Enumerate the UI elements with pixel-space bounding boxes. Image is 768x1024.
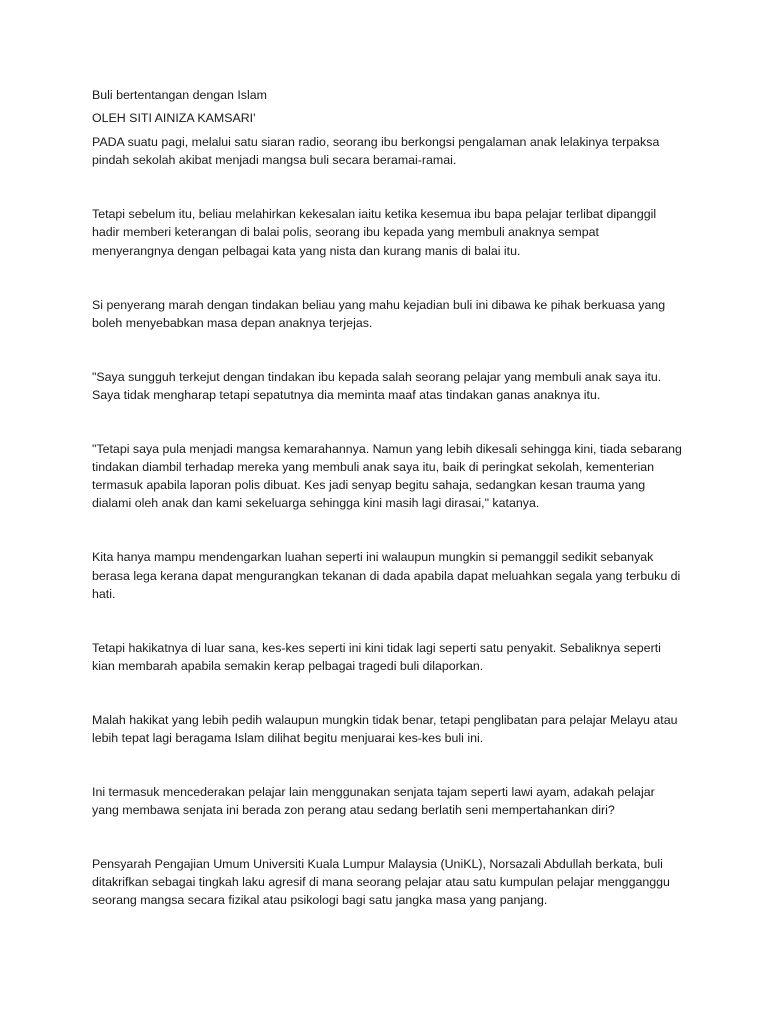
paragraph-6: Kita hanya mampu mendengarkan luahan seperti ini walaupun mungkin si pemanggil sedikit sebanyak berasa lega kerana dapat mengurangkan tekanan di dada apabila dapat meluahkan segala yang terbuku di hati. <box>92 550 681 601</box>
paragraph-3: Si penyerang marah dengan tindakan beliau yang mahu kejadian buli ini dibawa ke pihak berkuasa yang boleh menyebabkan masa depan anaknya terjejas. <box>92 297 666 330</box>
paragraph-7: Tetapi hakikatnya di luar sana, kes-kes seperti ini kini tidak lagi seperti satu penyakit. Sebaliknya seperti kian membarah apabila semakin kerap pelbagai tragedi buli dilaporkan. <box>92 640 661 673</box>
paragraph-9: Ini termasuk mencederakan pelajar lain menggunakan senjata tajam seperti lawi ayam, adakah pelajar yang membawa senjata ini berada zon perang atau sedang berlatih seni mempertahankan diri? <box>92 785 655 818</box>
document-body <box>92 86 682 910</box>
paragraph-2: Tetapi sebelum itu, beliau melahirkan kekesalan iaitu ketika kesemua ibu bapa pelajar terlibat dipanggil hadir memberi keterangan di balai polis, seorang ibu kepada yang membuli anaknya sempat menyerangnya dengan pelbagai kata yang nista dan kurang manis di balai itu. <box>92 207 657 258</box>
paragraph-4: "Saya sungguh terkejut dengan tindakan ibu kepada salah seorang pelajar yang membuli anak saya itu. Saya tidak mengharap tetapi sepatutnya dia meminta maaf atas tindakan ganas anaknya itu. <box>92 369 662 402</box>
article-byline: OLEH SITI AINIZA KAMSARI' <box>92 111 256 126</box>
paragraph-10: Pensyarah Pengajian Umum Universiti Kuala Lumpur Malaysia (UniKL), Norsazali Abdullah berkata, buli ditakrifkan sebagai tingkah laku agresif di mana seorang pelajar atau satu kumpulan pelajar mengganggu seorang mangsa secara fizikal atau psikologi bagi satu jangka masa yang panjang. <box>92 857 670 908</box>
paragraph-1: PADA suatu pagi, melalui satu siaran radio, seorang ibu berkongsi pengalaman anak lelakinya terpaksa pindah sekolah akibat menjadi mangsa buli secara beramai-ramai. <box>92 135 660 168</box>
paragraph-8: Malah hakikat yang lebih pedih walaupun mungkin tidak benar, tetapi penglibatan para pelajar Melayu atau lebih tepat lagi beragama Islam dilihat begitu menjuarai kes-kes buli ini. <box>92 712 678 745</box>
article-title: Buli bertentangan dengan Islam <box>92 88 267 102</box>
paragraph-5: "Tetapi saya pula menjadi mangsa kemarahannya. Namun yang lebih dikesali sehingga kini, tiada sebarang tindakan diambil terhadap mereka yang membuli anak saya itu, baik di peringkat sekolah, kementerian termasuk apabila laporan polis dibuat. Kes jadi senyap begitu sahaja, sedangkan kesan trauma yang dialami oleh anak dan kami sekeluarga sehingga kini masih lagi dirasai," katanya. <box>92 442 682 511</box>
